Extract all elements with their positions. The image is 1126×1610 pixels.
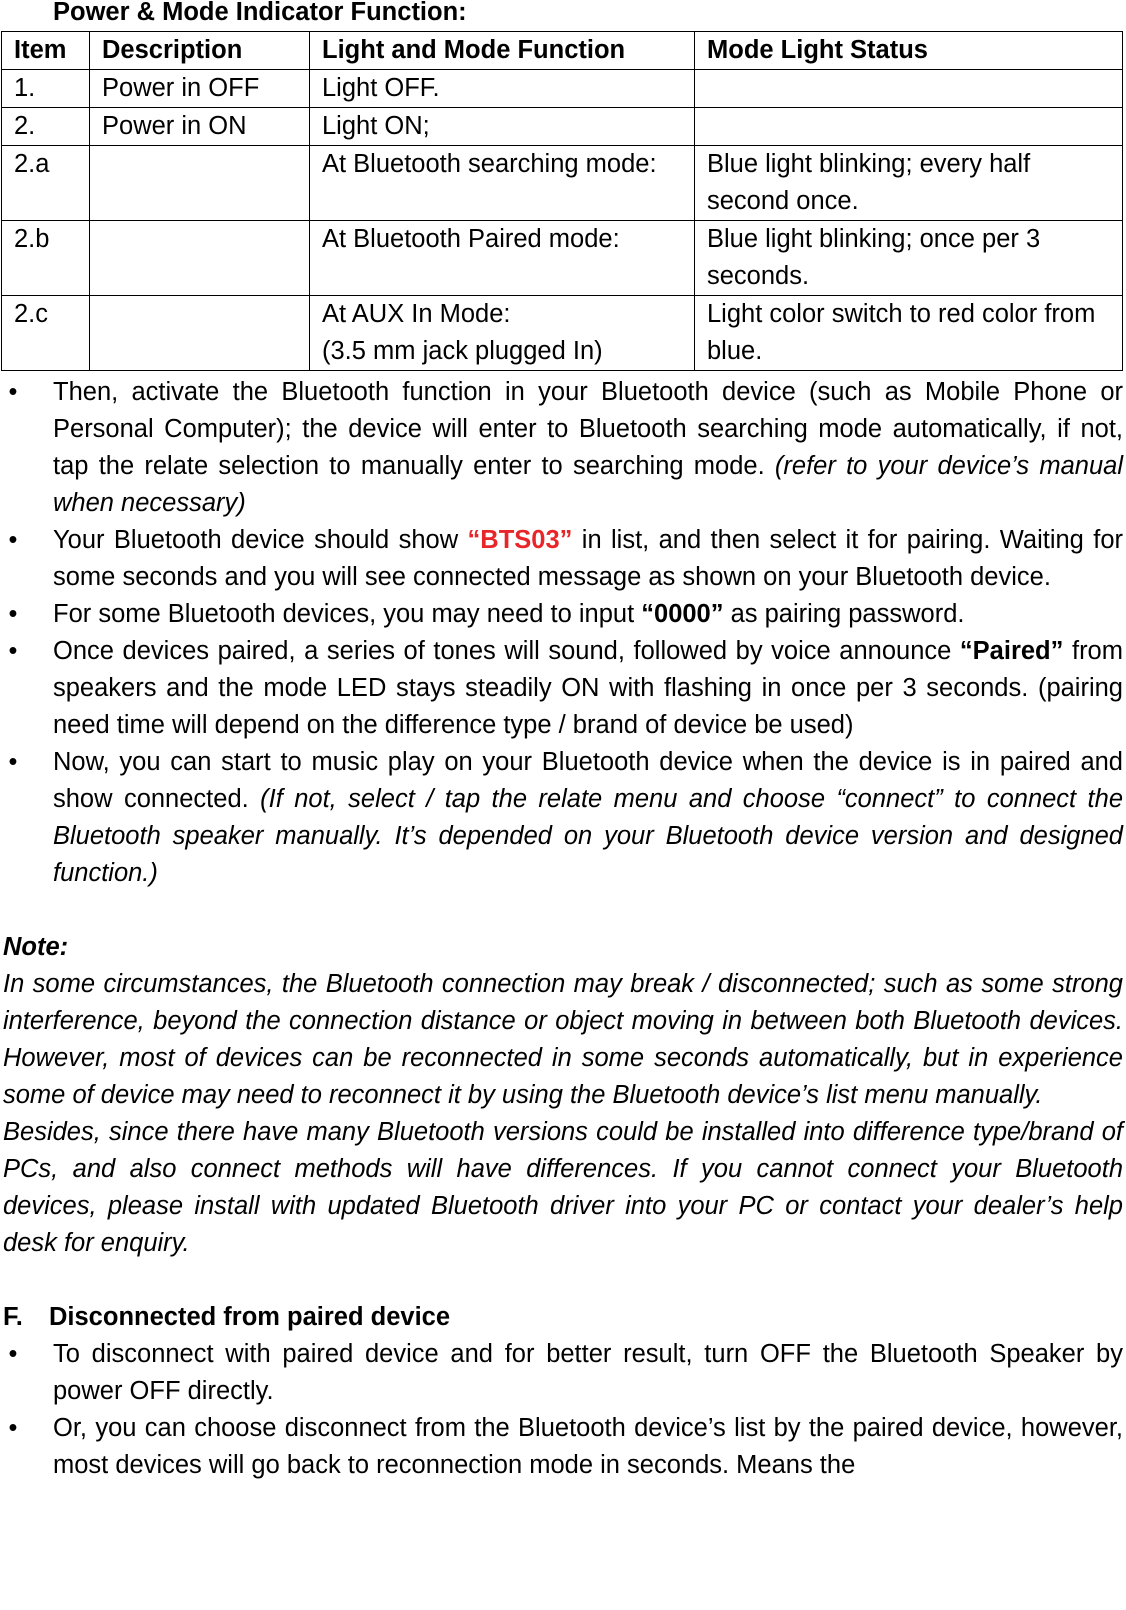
table-row bbox=[2, 108, 1123, 146]
section-title: Power & Mode Indicator Function: bbox=[53, 0, 467, 26]
cell-item: 2.a bbox=[2, 146, 90, 221]
list-item bbox=[3, 633, 1123, 744]
cell-item: 1. bbox=[2, 70, 90, 108]
disconnect-instructions-list bbox=[3, 1336, 1123, 1484]
cell-function: At Bluetooth Paired mode: bbox=[310, 221, 695, 296]
cell-function bbox=[310, 296, 695, 371]
cell-item: 2. bbox=[2, 108, 90, 146]
password-highlight: “0000” bbox=[641, 600, 724, 628]
cell-status: Blue light blinking; every half second once. bbox=[695, 146, 1123, 221]
header-description: Description bbox=[90, 32, 310, 70]
function-line: At AUX In Mode: bbox=[322, 300, 511, 328]
list-item bbox=[3, 374, 1123, 522]
bullet-icon: • bbox=[8, 600, 18, 628]
cell-description bbox=[90, 221, 310, 296]
list-item bbox=[3, 596, 1123, 633]
list-text: Your Bluetooth device should show bbox=[53, 526, 459, 554]
table-row bbox=[2, 146, 1123, 221]
list-text-italic: (If not, select / tap the relate menu and choose “connect” to connect the Bluetooth speaker manually. It’s depended on your Bluetooth device version and designed function.) bbox=[53, 785, 1124, 887]
list-text: in list, and then select it for pairing. Waiting for some seconds and you will see connected message as shown on your Bluetooth device. bbox=[53, 526, 1123, 591]
list-item bbox=[3, 744, 1123, 892]
cell-description bbox=[90, 146, 310, 221]
list-item bbox=[3, 522, 1123, 596]
cell-item: 2.c bbox=[2, 296, 90, 371]
note-heading: Note: bbox=[3, 933, 69, 961]
function-line: (3.5 mm jack plugged In) bbox=[322, 337, 603, 365]
list-text-italic: (refer to your device’s manual when necessary) bbox=[53, 452, 1123, 517]
cell-status bbox=[695, 108, 1123, 146]
header-item: Item bbox=[2, 32, 90, 70]
cell-status bbox=[695, 70, 1123, 108]
paired-highlight: “Paired” bbox=[959, 637, 1064, 665]
cell-function: Light ON; bbox=[310, 108, 695, 146]
cell-description: Power in OFF bbox=[90, 70, 310, 108]
cell-status: Blue light blinking; once per 3 seconds. bbox=[695, 221, 1123, 296]
mode-indicator-table bbox=[1, 31, 1123, 371]
list-text: Then, activate the Bluetooth function in your Bluetooth device (such as Mobile Phone or Personal Computer); the device will enter to Bluetooth searching mode automatically, if not, tap the relate selection to manually enter to searching mode. bbox=[53, 378, 1123, 480]
list-text: from speakers and the mode LED stays steadily ON with flashing in once per 3 seconds. (pairing need time will depend on the difference type / brand of device be used) bbox=[53, 637, 1123, 739]
list-text: Or, you can choose disconnect from the Bluetooth device’s list by the paired device, however, most devices will go back to reconnection mode in seconds. Means the bbox=[53, 1414, 1123, 1479]
device-name-highlight: “BTS03” bbox=[467, 526, 573, 554]
list-text: For some Bluetooth devices, you may need to input bbox=[53, 600, 635, 628]
list-text: as pairing password. bbox=[730, 600, 965, 628]
table-row bbox=[2, 296, 1123, 371]
cell-item: 2.b bbox=[2, 221, 90, 296]
list-item bbox=[3, 1410, 1123, 1484]
body-content bbox=[3, 374, 1123, 1484]
bullet-icon: • bbox=[8, 748, 18, 776]
header-mode-light-status: Mode Light Status bbox=[695, 32, 1123, 70]
cell-function: Light OFF. bbox=[310, 70, 695, 108]
cell-description bbox=[90, 296, 310, 371]
note-paragraph: Besides, since there have many Bluetooth versions could be installed into difference type/brand of PCs, and also connect methods will have differences. If you cannot connect your Bluetooth devices, please install with updated Bluetooth driver into your PC or contact your dealer’s help desk for enquiry. bbox=[3, 1118, 1123, 1257]
bullet-icon: • bbox=[8, 637, 18, 665]
table-row bbox=[2, 70, 1123, 108]
cell-status: Light color switch to red color from blue. bbox=[695, 296, 1123, 371]
section-letter: F. bbox=[3, 1303, 23, 1331]
pairing-instructions-list bbox=[3, 374, 1123, 892]
list-item bbox=[3, 1336, 1123, 1410]
note-paragraph: In some circumstances, the Bluetooth connection may break / disconnected; such as some strong interference, beyond the connection distance or object moving in between both Bluetooth devices. However, most of devices can be reconnected in some seconds automatically, but in experience some of device may need to reconnect it by using the Bluetooth device’s list menu manually. bbox=[3, 970, 1123, 1109]
table-header-row bbox=[2, 32, 1123, 70]
table-row bbox=[2, 221, 1123, 296]
list-text: Once devices paired, a series of tones will sound, followed by voice announce bbox=[53, 637, 952, 665]
bullet-icon: • bbox=[8, 378, 18, 406]
bullet-icon: • bbox=[8, 1414, 18, 1442]
cell-description: Power in ON bbox=[90, 108, 310, 146]
bullet-icon: • bbox=[8, 526, 18, 554]
header-light-mode-function: Light and Mode Function bbox=[310, 32, 695, 70]
bullet-icon: • bbox=[8, 1340, 18, 1368]
list-text: Now, you can start to music play on your Bluetooth device when the device is in paired and show connected. bbox=[53, 748, 1123, 813]
section-f-heading bbox=[3, 1299, 1123, 1336]
cell-function: At Bluetooth searching mode: bbox=[310, 146, 695, 221]
list-text: To disconnect with paired device and for better result, turn OFF the Bluetooth Speaker by power OFF directly. bbox=[53, 1340, 1123, 1405]
section-f-title: Disconnected from paired device bbox=[49, 1303, 451, 1331]
